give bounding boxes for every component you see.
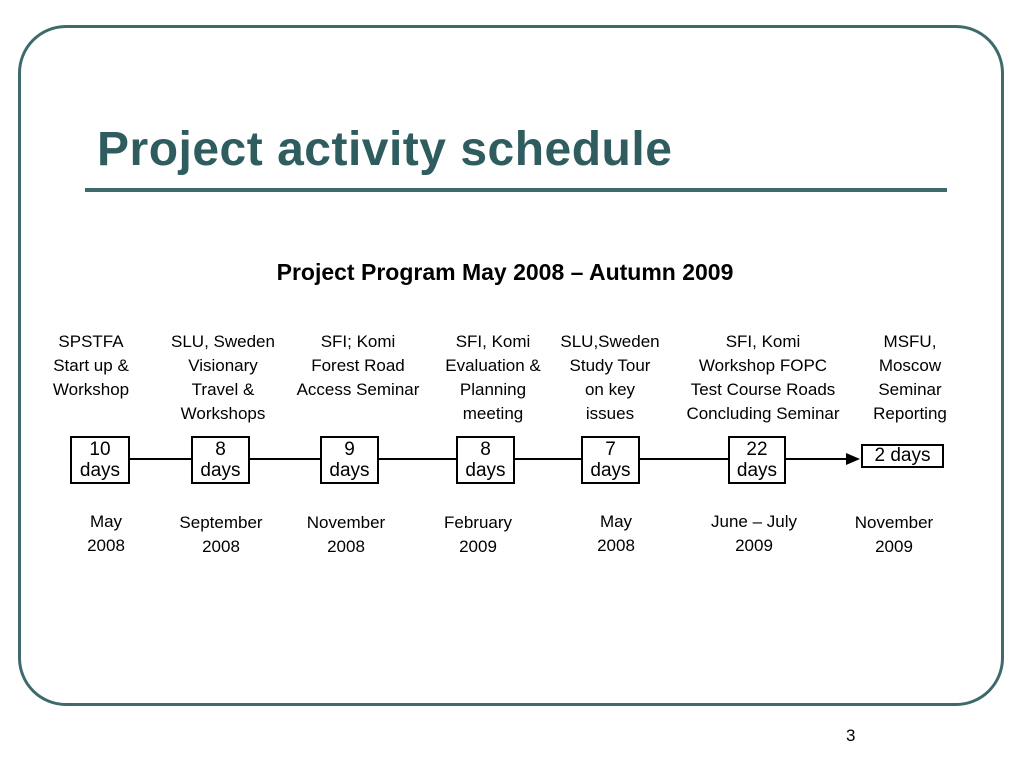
timeline-connector [786, 458, 848, 460]
activity-date-2: September 2008 [179, 513, 263, 556]
program-heading: Project Program May 2008 – Autumn 2009 [276, 259, 734, 285]
activity-date-3: November 2008 [306, 513, 386, 556]
activity-label-5: SLU,Sweden Study Tour on key issues [560, 332, 660, 423]
slide-title: Project activity schedule [97, 123, 673, 176]
activity-date-6: June – July 2009 [711, 512, 797, 555]
duration-box-6: 22 days [728, 436, 786, 484]
activity-label-2: SLU, Sweden Visionary Travel & Workshops [171, 332, 275, 423]
activity-date-5: May 2008 [597, 512, 635, 555]
timeline-connector [130, 458, 191, 460]
activity-date-1: May 2008 [87, 512, 125, 555]
title-underline [85, 188, 947, 192]
activity-label-3: SFI; Komi Forest Road Access Seminar [296, 332, 420, 399]
duration-box-3: 9 days [320, 436, 379, 484]
activity-label-1: SPSTFA Start up & Workshop [52, 332, 130, 399]
activity-label-4: SFI, Komi Evaluation & Planning meeting [445, 332, 541, 423]
timeline-arrowhead [846, 453, 860, 465]
timeline-connector [515, 458, 581, 460]
activity-label-7: MSFU, Moscow Seminar Reporting [873, 332, 947, 423]
duration-box-2: 8 days [191, 436, 250, 484]
duration-box-7: 2 days [861, 444, 944, 468]
timeline-connector [379, 458, 456, 460]
duration-box-4: 8 days [456, 436, 515, 484]
activity-label-6: SFI, Komi Workshop FOPC Test Course Roads Concluding Seminar [686, 332, 840, 423]
activity-date-7: November 2009 [854, 513, 934, 556]
timeline-connector [250, 458, 320, 460]
activity-date-4: February 2009 [443, 513, 513, 556]
duration-box-1: 10 days [70, 436, 130, 484]
page-number: 3 [846, 726, 856, 745]
timeline-connector [640, 458, 728, 460]
duration-box-5: 7 days [581, 436, 640, 484]
